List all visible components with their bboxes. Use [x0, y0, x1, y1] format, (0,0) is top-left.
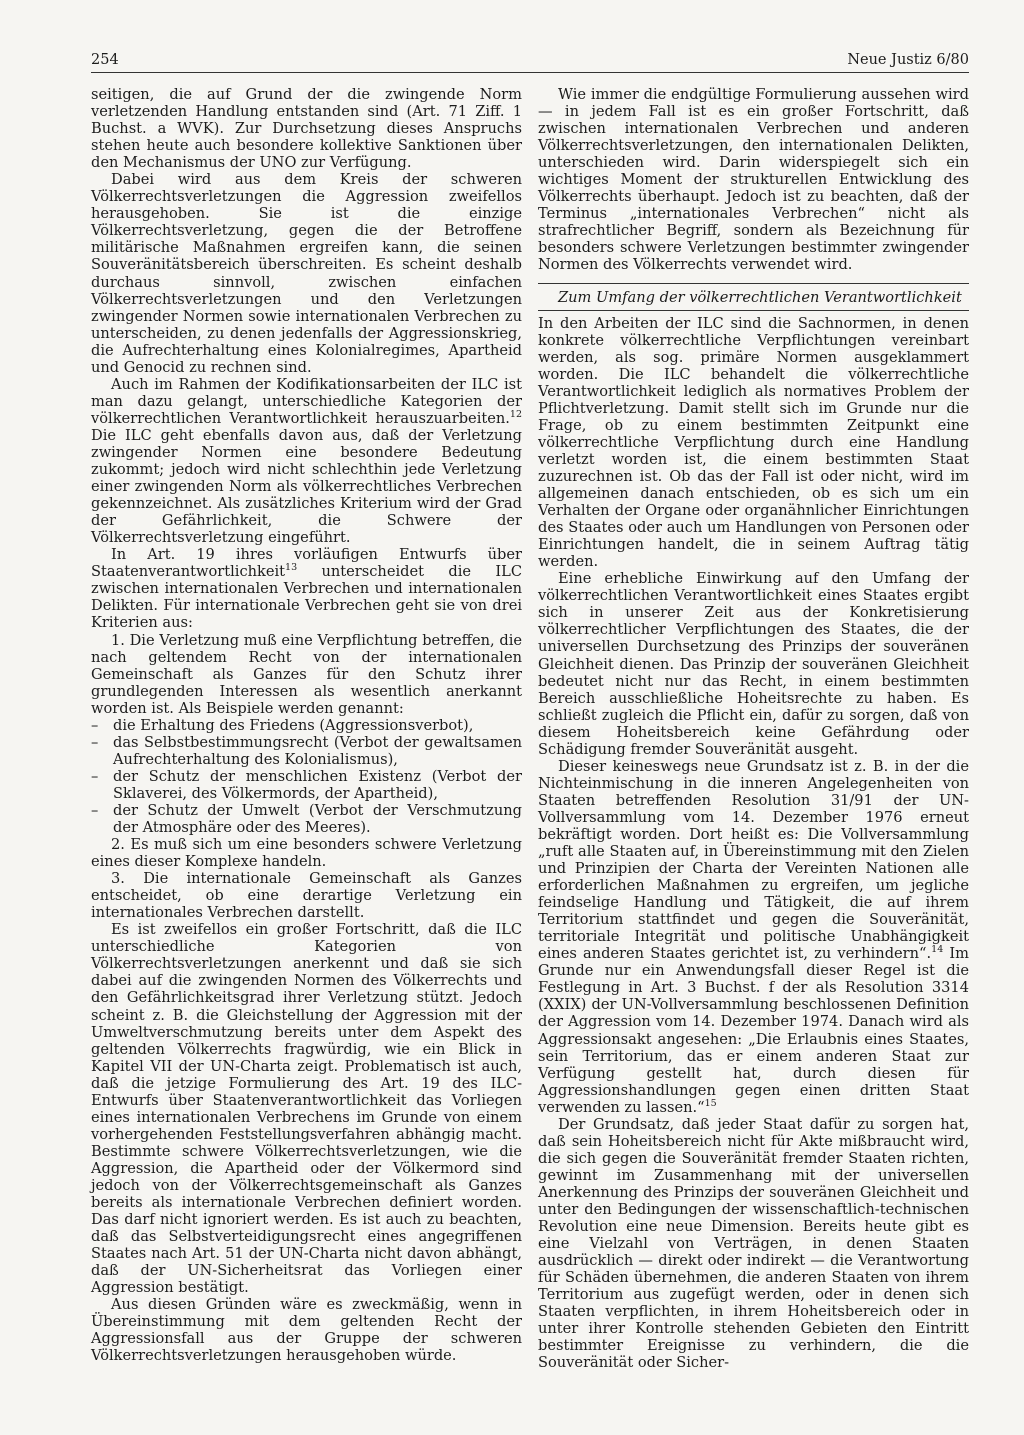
- criterion-item: 2. Es muß sich um eine besonders schwere Verletzung eines dieser Komplexe handeln.: [91, 836, 522, 871]
- paragraph: In den Arbeiten der ILC sind die Sachnormen, in denen konkrete völkerrechtliche Verpflichtungen vereinbart werden, als sog. primäre Normen ausgeklammert worden. Die ILC behandelt die völkerrechtliche Verantwortlichkeit lediglich als normatives Problem der Pflichtverletzung. Damit stellt sich im Grunde nur die Frage, ob zu einem bestimmten Zeitpunkt eine völkerrechtliche Verpflichtung durch eine Handlung verletzt worden ist, die einem bestimmten Staat zuzurechnen ist. Ob das der Fall ist oder nicht, wird im allgemeinen danach entschieden, ob es sich um ein Verhalten der Organe oder organähnlicher Einrichtungen des Staates oder auch um Handlungen von Personen oder Einrichtungen handelt, die in seinem Auftrag tätig werden.: [538, 314, 969, 571]
- divider: [538, 283, 969, 284]
- right-column: [538, 86, 969, 1371]
- paragraph: seitigen, die auf Grund der die zwingende Norm verletzenden Handlung entstanden sind (Art. 71 Ziff. 1 Buchst. a WVK). Zur Durchsetzung dieses Anspruchs stehen heute auch besondere kollektive Sanktionen über den Mechanismus der UNO zur Verfügung.: [91, 86, 522, 172]
- section-heading: Zum Umfang der völkerrechtlichen Verantwortlichkeit: [558, 288, 962, 306]
- page-header: [91, 50, 969, 73]
- criterion-item: 1. Die Verletzung muß eine Verpflichtung betreffen, die nach geltendem Recht von der internationalen Gemeinschaft als Ganzes für den Schutz ihrer grundlegenden Interessen als wesentlich anerkannt worden ist. Als Beispiele werden genannt:: [91, 631, 522, 717]
- footnote-ref: 13: [285, 562, 298, 574]
- footnote-ref: 12: [509, 409, 522, 421]
- example-list: [91, 717, 522, 836]
- list-item: – die Erhaltung des Friedens (Aggressionsverbot),: [91, 717, 522, 734]
- paragraph: Es ist zweifellos ein großer Fortschritt, daß die ILC unterschiedliche Kategorien von Völkerrechtsverletzungen anerkennt und daß sie sich dabei auf die zwingenden Normen des Völkerrechts und den Gefährlichkeitsgrad ihrer Verletzung stützt. Jedoch scheint z. B. die Gleichstellung der Aggression mit der Umweltverschmutzung bereits unter dem Aspekt des geltenden Völkerrechts fragwürdig, wie ein Blick in Kapitel VII der UN-Charta zeigt. Problematisch ist auch, daß die jetzige Formulierung des Art. 19 des ILC-Entwurfs über Staatenverantwortlichkeit das Vorliegen eines internationalen Verbrechens im Grunde von einem vorhergehenden Feststellungsverfahren abhängig macht. Bestimmte schwere Völkerrechtsverletzungen, wie die Aggression, die Apartheid oder der Völkermord sind jedoch von der Völkerrechtsgemeinschaft als Ganzes bereits als internationale Verbrechen definiert worden. Das darf nicht ignoriert werden. Es ist auch zu beachten, daß das Selbstverteidigungsrecht eines angegriffenen Staates nach Art. 51 der UN-Charta nicht davon abhängt, daß der UN-Sicherheitsrat das Vorliegen einer Aggression bestätigt.: [91, 921, 522, 1297]
- paragraph: Auch im Rahmen der Kodifikationsarbeiten der ILC ist man dazu gelangt, unterschiedliche Kategorien der völkerrechtlichen Verantwortlichkeit herauszuarbeiten.$^{12}$ Die ILC geht ebenfalls davon aus, daß der Verletzung zwingender Normen eine besondere Bedeutung zukommt; jedoch wird nicht schlechthin jede Verletzung einer zwingenden Norm als völkerrechtliches Verbrechen gekennzeichnet. Als zusätzliches Kriterium wird der Grad der Gefährlichkeit, die Schwere der Völkerrechtsverletzung eingeführt.: [91, 375, 522, 547]
- left-column: [91, 86, 522, 1365]
- divider: [538, 310, 969, 311]
- journal-issue: Neue Justiz 6/80: [847, 52, 969, 68]
- page-number: 254: [91, 52, 119, 68]
- paragraph: Dabei wird aus dem Kreis der schweren Völkerrechtsverletzungen die Aggression zweifellos herausgehoben. Sie ist die einzige Völkerrechtsverletzung, gegen die der Betroffene militärische Maßnahmen ergreifen kann, die seinen Souveränitätsbereich überschreiten. Es scheint deshalb durchaus sinnvoll, zwischen einfachen Völkerrechtsverletzungen und den Verletzungen zwingender Normen sowie internationalen Verbrechen zu unterscheiden, zu denen jedenfalls der Aggressionskrieg, die Aufrechterhaltung eines Kolonialregimes, Apartheid und Genocid zu rechnen sind.: [91, 171, 522, 376]
- paragraph: Dieser keineswegs neue Grundsatz ist z. B. in der die Nichteinmischung in die inneren Angelegenheiten von Staaten betreffenden Resolution 31/91 der UN-Vollversammlung vom 14. Dezember 1976 erneut bekräftigt worden. Dort heißt es: Die Vollversammlung „ruft alle Staaten auf, in Übereinstimmung mit den Zielen und Prinzipien der Charta der Vereinten Nationen alle erforderlichen Maßnahmen zu ergreifen, um jegliche feindselige Handlung und Tätigkeit, die auf ihrem Territorium stattfindet und gegen die Souveränität, territoriale Integrität und politische Unabhängigkeit eines anderen Staates gerichtet ist, zu verhindern“.$^{14}$ Im Grunde nur ein Anwendungsfall dieser Regel ist die Festlegung in Art. 3 Buchst. f der als Resolution 3314 (XXIX) der UN-Vollversammlung beschlossenen Definition der Aggression vom 14. Dezember 1974. Danach wird als Aggressionsakt angesehen: „Die Erlaubnis eines Staates, sein Territorium, das er einem anderen Staat zur Verfügung gestellt hat, durch diesen für Aggressionshandlungen gegen einen dritten Staat verwenden zu lassen.“$^{15}$: [538, 757, 970, 1116]
- paragraph: Der Grundsatz, daß jeder Staat dafür zu sorgen hat, daß sein Hoheitsbereich nicht für Akte mißbraucht wird, die sich gegen die Souveränität fremder Staaten richten, gewinnt im Zusammenhang mit der universellen Anerkennung des Prinzips der souveränen Gleichheit und unter den Bedingungen der wissenschaftlich-technischen Revolution eine neue Dimension. Bereits heute gibt es eine Vielzahl von Verträgen, in denen Staaten ausdrücklich — direkt oder indirekt — die Verantwortung für Schäden übernehmen, die anderen Staaten von ihrem Territorium aus zugefügt werden, oder in denen sich Staaten verpflichten, in ihrem Hoheitsbereich oder in unter ihrer Kontrolle stehenden Gebieten den Eintritt bestimmter Ereignisse zu verhindern, die die Souveränität oder Sicher-: [538, 1115, 969, 1372]
- paragraph: Eine erhebliche Einwirkung auf den Umfang der völkerrechtlichen Verantwortlichkeit eines Staates ergibt sich in unserer Zeit aus der Konkretisierung völkerrechtlicher Verpflichtungen des Staates, die der universellen Durchsetzung des Prinzips der souveränen Gleichheit dienen. Das Prinzip der souveränen Gleichheit bedeutet nicht nur das Recht, in einem bestimmten Bereich ausschließliche Hoheitsrechte zu haben. Es schließt zugleich die Pflicht ein, dafür zu sorgen, daß von diesem Hoheitsbereich keine Gefährdung oder Schädigung fremder Souveränität ausgeht.: [538, 570, 969, 758]
- list-item: – der Schutz der Umwelt (Verbot der Verschmutzung der Atmosphäre oder des Meeres).: [91, 802, 522, 836]
- list-item: – das Selbstbestimmungsrecht (Verbot der gewaltsamen Aufrechterhaltung des Kolonialismus),: [91, 734, 522, 768]
- criterion-item: 3. Die internationale Gemeinschaft als Ganzes entscheidet, ob eine derartige Verletzung ein internationales Verbrechen darstellt.: [91, 870, 522, 922]
- paragraph: In Art. 19 ihres vorläufigen Entwurfs über Staatenverantwortlichkeit$^{13}$ unterscheidet die ILC zwischen internationalen Verbrechen und internationalen Delikten. Für internationale Verbrechen geht sie von drei Kriterien aus:: [91, 546, 522, 632]
- footnote-ref: 15: [704, 1097, 717, 1109]
- paragraph: Wie immer die endgültige Formulierung aussehen wird — in jedem Fall ist es ein großer Fortschritt, daß zwischen internationalen Verbrechen und anderen Völkerrechtsverletzungen, den internationalen Delikten, unterschieden wird. Darin widerspiegelt sich ein wichtiges Moment der strukturellen Entwicklung des Völkerrechts überhaupt. Jedoch ist zu beachten, daß der Terminus „internationales Verbrechen“ nicht als strafrechtlicher Begriff, sondern als Bezeichnung für besonders schwere Verletzungen bestimmter zwingender Normen des Völkerrechts verwendet wird.: [538, 86, 969, 274]
- list-item: – der Schutz der menschlichen Existenz (Verbot der Sklaverei, des Völkermords, der Apartheid),: [91, 768, 522, 802]
- paragraph: Aus diesen Gründen wäre es zweckmäßig, wenn in Übereinstimmung mit dem geltenden Recht der Aggressionsfall aus der Gruppe der schweren Völkerrechtsverletzungen herausgehoben würde.: [91, 1296, 522, 1365]
- footnote-ref: 14: [931, 944, 944, 956]
